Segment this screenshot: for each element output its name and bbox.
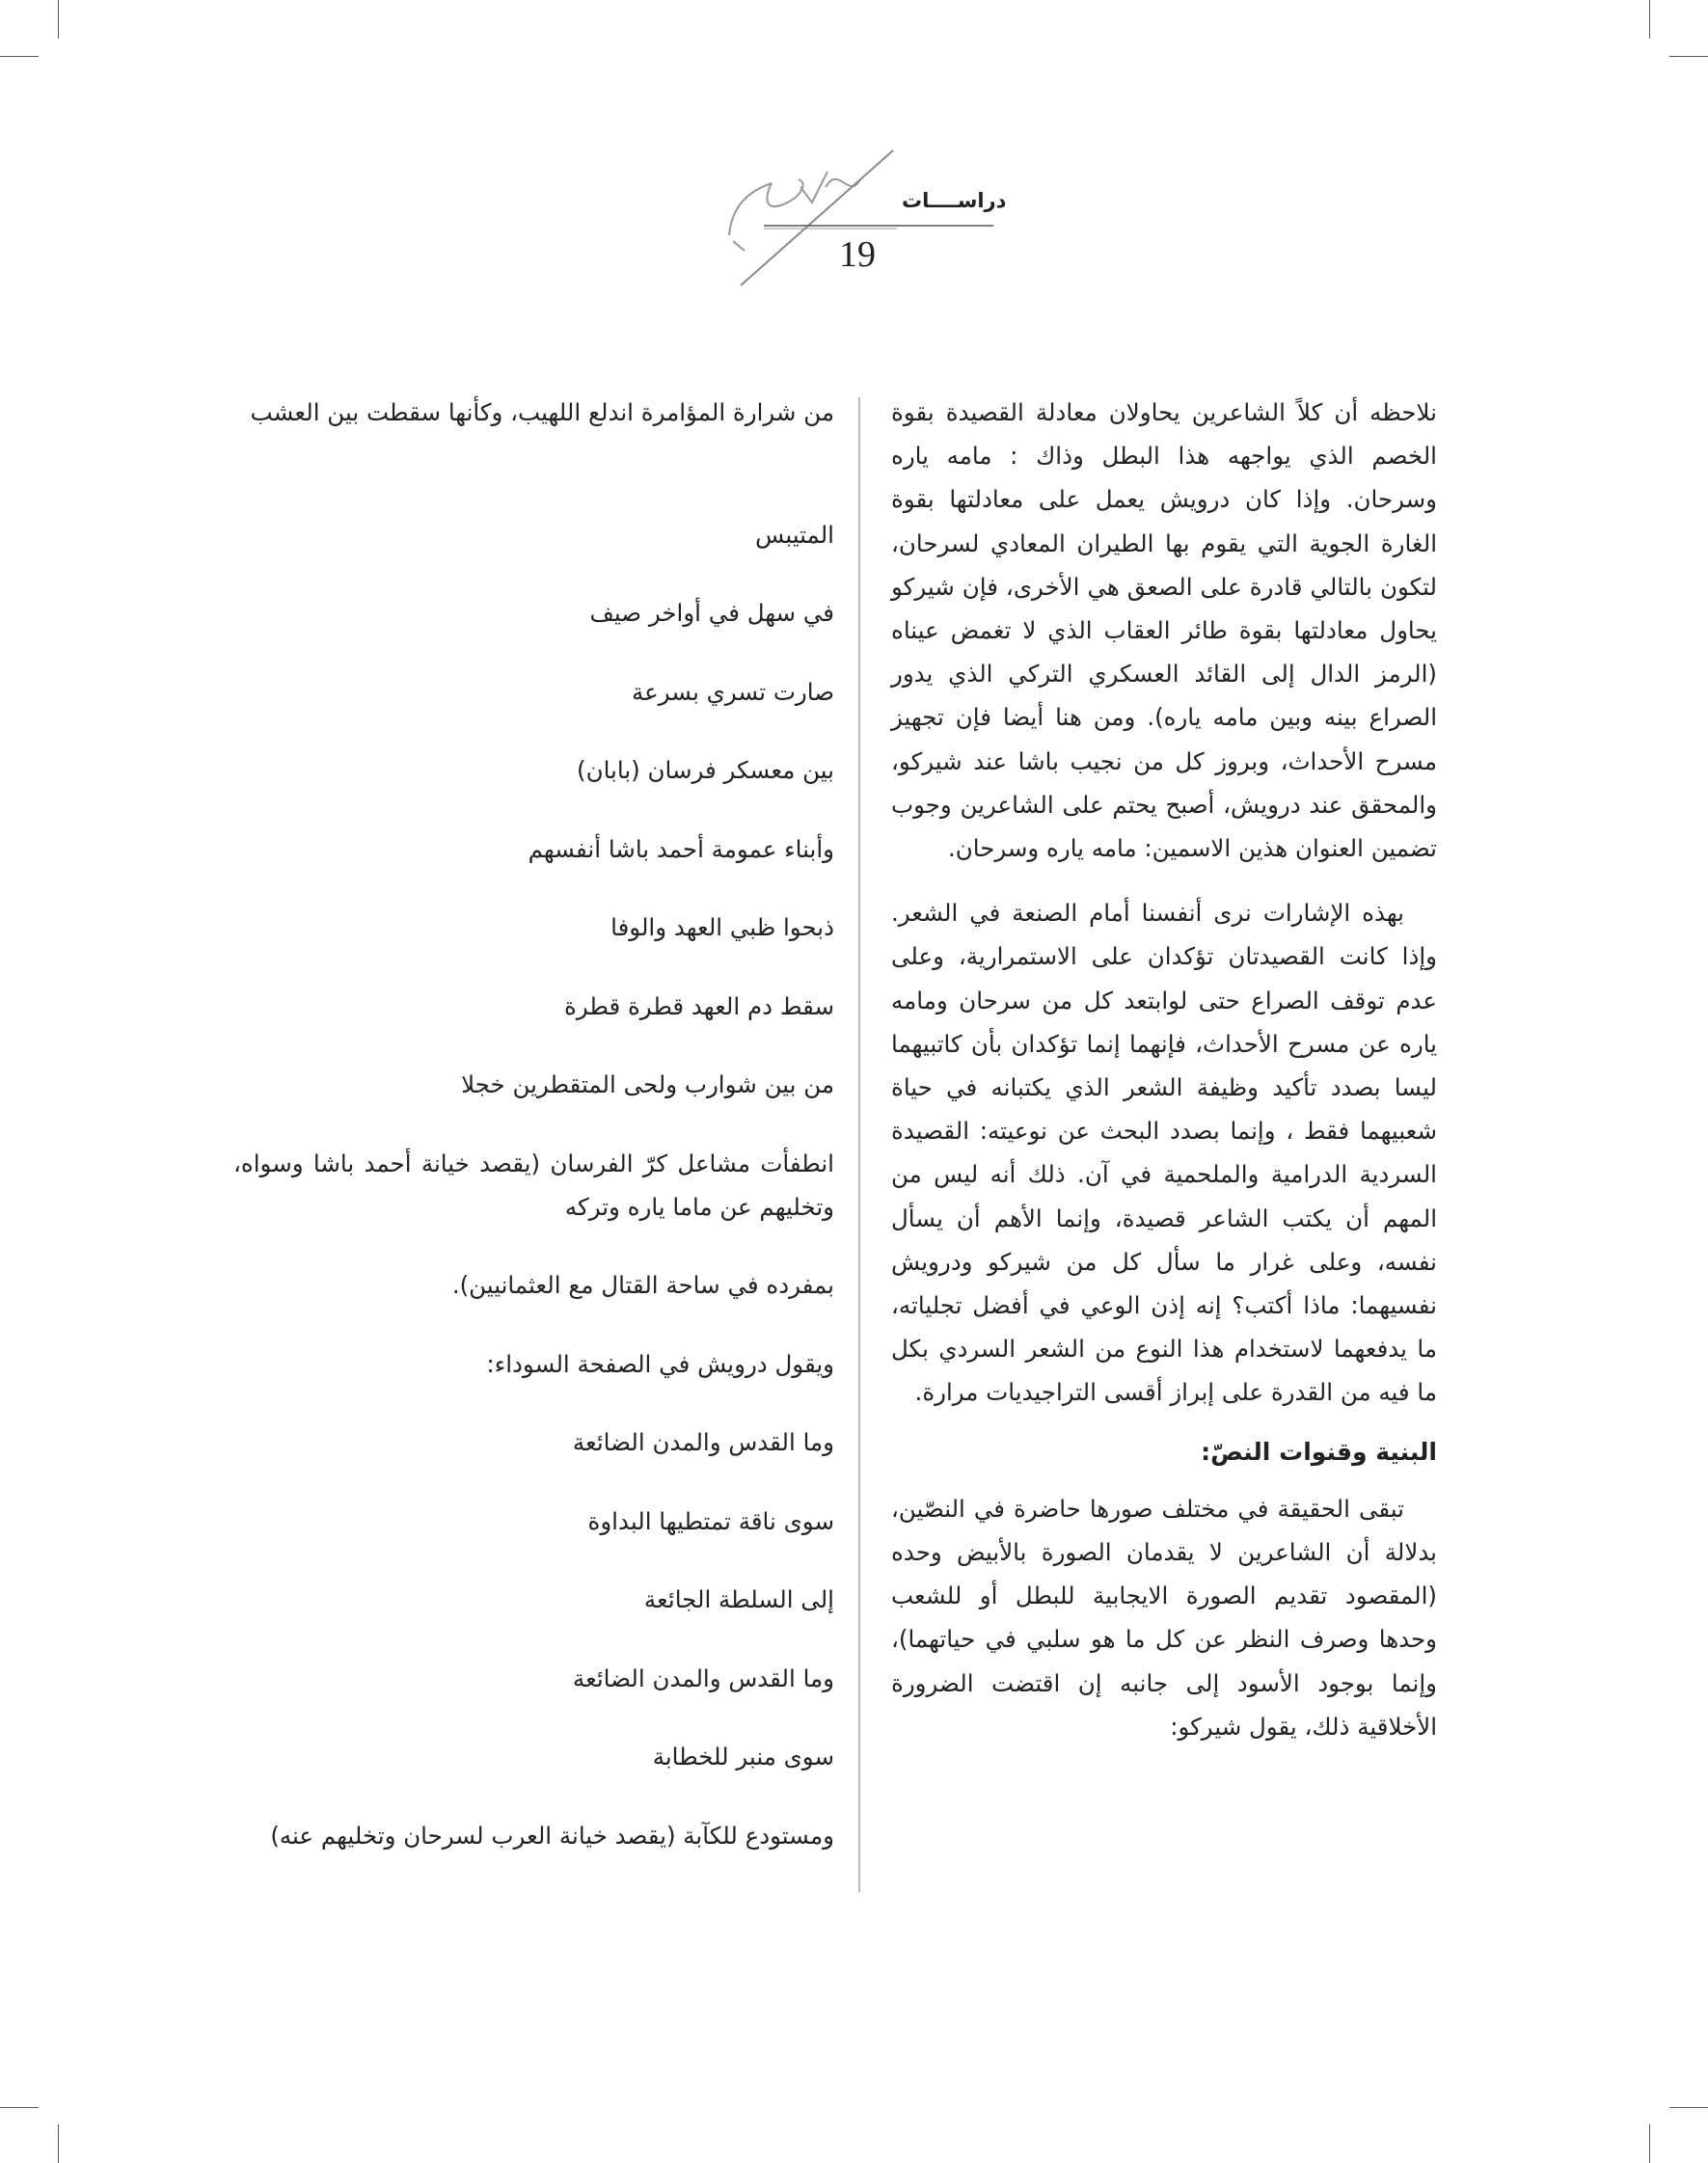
poem-line: من بين شوارب ولحى المتقطرين خجلا xyxy=(461,1070,834,1098)
poem-line: ذبحوا ظبي العهد والوفا xyxy=(610,913,834,941)
poem-line: ويقول درويش في الصفحة السوداء: xyxy=(486,1349,834,1378)
column-divider xyxy=(858,397,860,1892)
poem-line: بين معسكر فرسان (بابان) xyxy=(577,756,834,784)
poem-line: في سهل في أواخر صيف xyxy=(589,599,834,627)
poem-line: إلى السلطة الجائعة xyxy=(643,1585,834,1613)
poem-line: بمفرده في ساحة القتال مع العثمانيين). xyxy=(451,1271,834,1299)
poem-line: وأبناء عمومة أحمد باشا أنفسهم xyxy=(528,834,834,863)
magazine-logo-icon xyxy=(704,145,1051,289)
poem-line: ومستودع للكآبة (يقصد خيانة العرب لسرحان وتخليهم عنه) xyxy=(270,1821,834,1850)
crop-mark xyxy=(1669,56,1708,57)
section-label: دراســــات xyxy=(902,189,1007,212)
crop-mark xyxy=(1669,2107,1708,2108)
crop-mark xyxy=(0,56,39,57)
paragraph: تبقى الحقيقة في مختلف صورها حاضرة في النصّين، بدلالة أن الشاعرين لا يقدمان الصورة بالأبيض وحده (المقصود تقديم الصورة الايجابية للبطل أو للشعب وحدها وصرف النظر عن كل ما هو سلبي في حياتهما)، وإنما بوجود الأسود إلى جانبه إن اقتضت الضرورة الأخلاقية ذلك، يقول شيركو: xyxy=(891,1494,1437,1741)
poem-line: وما القدس والمدن الضائعة xyxy=(572,1663,834,1692)
poem-line: من شرارة المؤامرة اندلع اللهيب، وكأنها سقطت بين العشب xyxy=(250,398,834,426)
poem-line: المتيبس xyxy=(755,520,834,549)
poem-line: سوى ناقة تمتطيها البداوة xyxy=(587,1506,834,1535)
right-column xyxy=(891,391,1437,1748)
poem-line: انطفأت مشاعل كرّ الفرسان (يقصد خيانة أحمد باشا وسواه، وتخليهم عن ماما ياره وتركه xyxy=(233,1149,834,1221)
poem-line: وما القدس والمدن الضائعة xyxy=(572,1428,834,1456)
section-heading: البنية وقنوات النصّ: xyxy=(1201,1437,1437,1466)
paragraph: بهذه الإشارات نرى أنفسنا أمام الصنعة في الشعر. وإذا كانت القصيدتان تؤكدان على الاستمرارية، وعلى عدم توقف الصراع حتى لوابتعد كل من سرحان ومامه ياره عن مسرح الأحداث، فإنهما إنما تؤكدان بأن كاتبيهما ليسا بصدد تأكيد وظيفة الشعر الذي يكتبانه في حياة شعبيهما فقط ، وإنما بصدد البحث عن نوعيته: القصيدة السردية الدرامية والملحمية في آن. ذلك أنه ليس من المهم أن يكتب الشاعر قصيدة، وإنما الأهم أن يسأل نفسه، وعلى غرار ما سأل كل من شيركو ودرويش نفسيهما: ماذا أكتب؟ إنه إذن الوعي في أفضل تجلياته، ما يدفعهما لاستخدام هذا النوع من الشعر السردي بكل ما فيه من القدرة على إبراز أقسى التراجيديات مرارة. xyxy=(891,899,1437,1407)
paragraph: نلاحظه أن كلاً الشاعرين يحاولان معادلة القصيدة بقوة الخصم الذي يواجهه هذا البطل وذاك : مامه ياره وسرحان. وإذا كان درويش يعمل على معادلتها بقوة الغارة الجوية التي يقوم بها الطيران المعادي لسرحان، لتكون بالتالي قادرة على الصعق هي الأخرى، فإن شيركو يحاول معادلتها بقوة طائر العقاب الذي لا تغمض عيناه (الرمز الدال إلى القائد العسكري التركي الذي يدور الصراع بينه وبين مامه ياره). ومن هنا أيضا فإن تجهيز مسرح الأحداث، وبروز كل من نجيب باشا عند شيركو، والمحقق عند درويش، أصبح يحتم على الشاعرين وجوب تضمين العنوان هذين الاسمين: مامه ياره وسرحان. xyxy=(891,398,1437,863)
poem-line: سقط دم العهد قطرة قطرة xyxy=(564,991,834,1020)
page-number: 19 xyxy=(839,234,876,275)
left-column-poem xyxy=(233,391,834,1935)
crop-mark xyxy=(1649,2124,1650,2163)
crop-mark xyxy=(0,2107,39,2108)
poem-line: سوى منبر للخطابة xyxy=(652,1743,834,1771)
crop-mark xyxy=(58,2124,59,2163)
crop-mark xyxy=(1649,0,1650,39)
poem-line: صارت تسري بسرعة xyxy=(631,677,834,706)
page-header xyxy=(704,145,1051,289)
crop-mark xyxy=(58,0,59,39)
